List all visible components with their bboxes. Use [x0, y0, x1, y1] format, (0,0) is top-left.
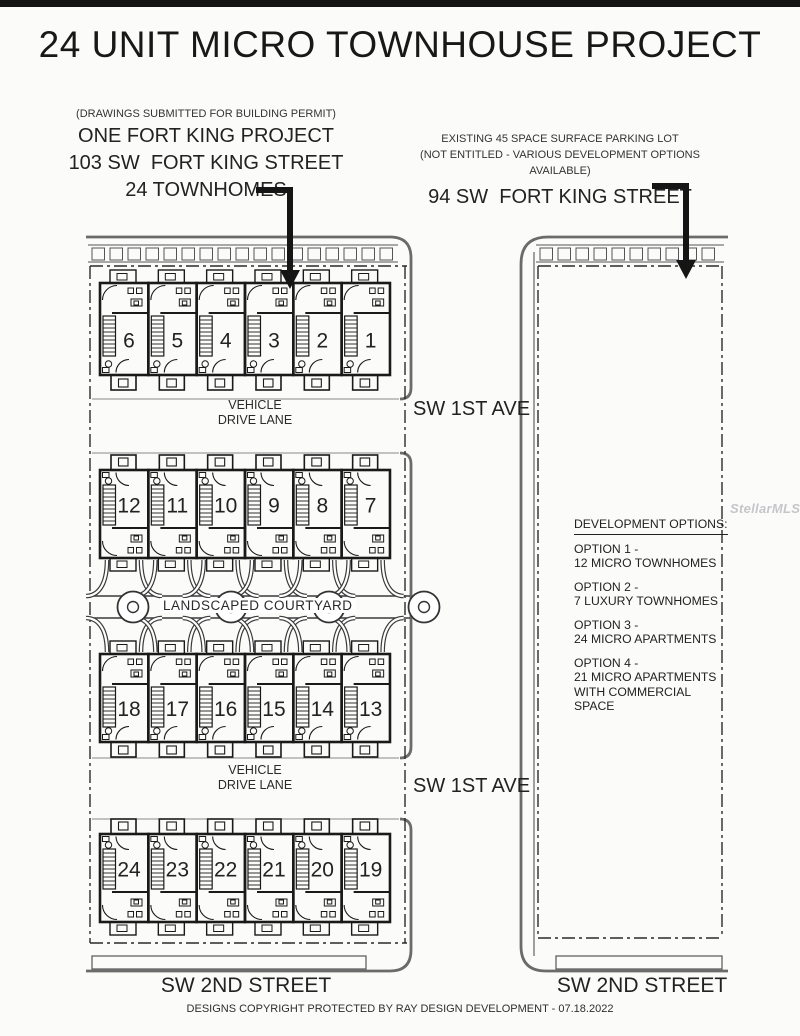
unit-number: 3	[268, 329, 280, 353]
left-leader-arrowhead	[280, 270, 300, 289]
drive-lane-label-upper	[170, 398, 340, 428]
courtyard-planter	[118, 592, 149, 623]
paver	[254, 248, 267, 260]
unit-number: 7	[364, 494, 377, 518]
unit-number: 11	[166, 494, 189, 518]
unit-number: 8	[316, 494, 329, 518]
unit-number: 4	[219, 329, 232, 353]
option-desc-line: 21 MICRO APARTMENTS	[574, 670, 717, 684]
unit-number: 6	[123, 329, 135, 353]
paver	[702, 248, 715, 260]
page-title: 24 UNIT MICRO TOWNHOUSE PROJECT	[38, 24, 762, 65]
development-options-title: DEVELOPMENT OPTIONS:	[574, 517, 728, 535]
parking-note-1: EXISTING 45 SPACE SURFACE PARKING LOT	[441, 133, 679, 145]
paver	[164, 248, 177, 260]
copyright-line: DESIGNS COPYRIGHT PROTECTED BY RAY DESIGN DEVELOPMENT - 07.18.2022	[186, 1003, 614, 1015]
unit-number: 22	[213, 858, 238, 882]
courtyard-path	[86, 560, 107, 596]
paver	[200, 248, 213, 260]
right-leader-arrowhead	[676, 260, 696, 279]
option-desc-line: 12 MICRO TOWNHOMES	[574, 556, 717, 570]
paver	[128, 248, 141, 260]
unit-number: 20	[310, 858, 334, 882]
unit-number: 21	[262, 858, 286, 882]
paver	[236, 248, 249, 260]
paver	[110, 248, 123, 260]
sw-2nd-street-label-right: SW 2ND STREET	[556, 974, 728, 997]
option-label: OPTION 3 -	[574, 617, 639, 632]
paver	[308, 248, 321, 260]
paver	[648, 248, 661, 260]
unit-number: 24	[117, 858, 141, 882]
paver	[362, 248, 375, 260]
drive-lane-line1: VEHICLE	[228, 398, 282, 412]
development-option	[574, 542, 732, 571]
bottom-sidewalk	[92, 956, 366, 969]
unit-number: 19	[358, 858, 383, 882]
paver	[380, 248, 393, 260]
development-option	[574, 580, 732, 609]
unit-number: 23	[165, 858, 190, 882]
development-options-panel	[574, 517, 732, 723]
development-options-list	[574, 542, 732, 714]
option-desc-line: 24 MICRO APARTMENTS	[574, 632, 717, 646]
unit-number: 16	[213, 697, 238, 721]
drive-lane-label-lower	[170, 763, 340, 793]
unit-number: 15	[262, 697, 286, 721]
watermark: StellarMLS	[730, 501, 800, 516]
unit-number: 2	[316, 329, 329, 353]
development-option	[574, 618, 732, 647]
paver	[558, 248, 571, 260]
paver	[182, 248, 195, 260]
option-label: OPTION 1 -	[574, 541, 639, 556]
unit-number: 10	[213, 494, 238, 518]
paver	[272, 248, 285, 260]
project-units: 24 TOWNHOMES	[125, 179, 287, 201]
paver	[630, 248, 643, 260]
paver	[344, 248, 357, 260]
unit-number: 9	[268, 494, 280, 518]
project-name: ONE FORT KING PROJECT	[78, 125, 334, 147]
parking-note-2: (NOT ENTITLED - VARIOUS DEVELOPMENT OPTIONS AVAILABLE)	[420, 149, 700, 177]
paver	[594, 248, 607, 260]
unit-number: 5	[171, 329, 184, 353]
unit-number: 18	[117, 697, 141, 721]
option-desc-line: 7 LUXURY TOWNHOMES	[574, 594, 719, 608]
option-desc-line: WITH COMMERCIAL SPACE	[574, 684, 691, 713]
unit-number: 17	[165, 697, 190, 721]
paver	[326, 248, 339, 260]
courtyard-path	[383, 560, 404, 596]
bottom-sidewalk	[556, 956, 722, 969]
unit-number: 1	[364, 329, 377, 353]
paver	[218, 248, 231, 260]
unit-number: 12	[117, 494, 141, 518]
project-address: 103 SW FORT KING STREET	[68, 152, 344, 174]
option-label: OPTION 2 -	[574, 579, 639, 594]
paver	[540, 248, 553, 260]
permit-note: (DRAWINGS SUBMITTED FOR BUILDING PERMIT)	[76, 108, 336, 120]
paver	[612, 248, 625, 260]
drive-lane-line2: DRIVE LANE	[217, 413, 293, 427]
sw-1st-ave-label-lower: SW 1ST AVE	[413, 775, 531, 797]
paver	[146, 248, 159, 260]
sw-1st-ave-label-upper: SW 1ST AVE	[413, 398, 531, 420]
right-leader-arrow-shaft	[652, 186, 686, 261]
drive-lane-line2: DRIVE LANE	[217, 778, 293, 792]
unit-number: 13	[358, 697, 383, 721]
sw-2nd-street-label-left: SW 2ND STREET	[160, 974, 332, 997]
option-label: OPTION 4 -	[574, 655, 639, 670]
drive-lane-line1: VEHICLE	[228, 763, 282, 777]
courtyard-planter	[409, 592, 440, 623]
paver	[576, 248, 589, 260]
unit-number: 14	[310, 697, 334, 721]
development-option	[574, 656, 732, 714]
paver	[666, 248, 679, 260]
paver	[92, 248, 105, 260]
courtyard-label: LANDSCAPED COURTYARD	[160, 598, 356, 613]
parking-address: 94 SW FORT KING STREET	[428, 186, 692, 208]
